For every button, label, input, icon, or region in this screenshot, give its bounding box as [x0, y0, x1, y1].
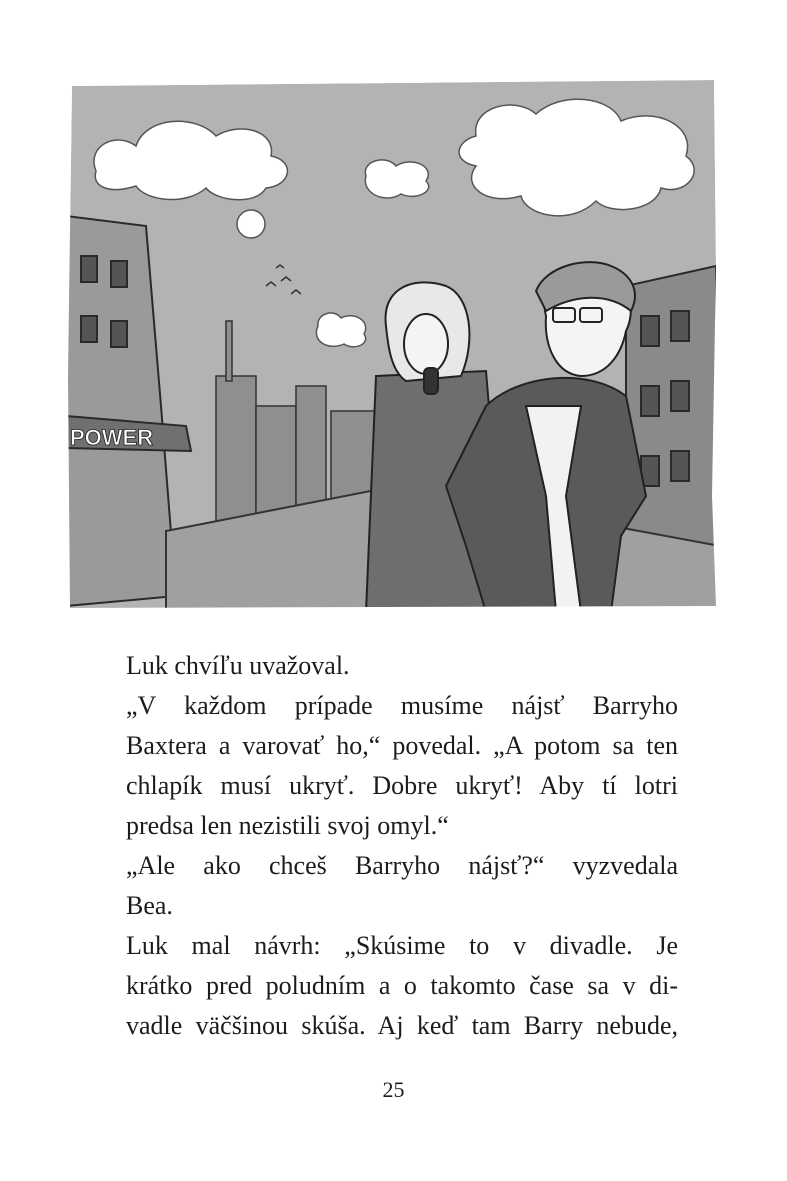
paragraph-3: [100, 846, 678, 926]
rooftop-illustration: [66, 76, 720, 612]
text-line: predsa len nezistili svoj omyl.“: [126, 811, 449, 840]
text-line: Bea.: [126, 891, 173, 920]
body-text: [100, 646, 678, 1046]
page-number: 25: [382, 1077, 405, 1102]
text-line: chlapík musí ukryť. Dobre ukryť! Aby tí lotri: [126, 771, 678, 800]
power-sign-text: POWER: [70, 425, 154, 450]
text-line: Luk mal návrh: „Skúsime to v divadle. Je: [126, 931, 678, 960]
text-line: vadle väčšinou skúša. Aj keď tam Barry nebude,: [126, 1011, 678, 1040]
text-line: „V každom prípade musíme nájsť Barryho: [126, 691, 678, 720]
bg-building-1: [216, 376, 256, 536]
cloud-small: [316, 313, 365, 347]
sun: [237, 210, 265, 238]
paragraph-4: [100, 926, 678, 1046]
text-line: Baxtera a varovať ho,“ povedal. „A potom sa ten: [126, 731, 678, 760]
text-line: Luk chvíľu uvažoval.: [126, 651, 350, 680]
illustration-drawing: [66, 76, 720, 612]
paragraph-1: [100, 646, 678, 686]
text-line: krátko pred poludním a o takomto čase sa v di-: [126, 971, 678, 1000]
text-line: „Ale ako chceš Barryho nájsť?“ vyzvedala: [126, 851, 678, 880]
cloud-middle: [365, 160, 428, 198]
paragraph-2: [100, 686, 678, 846]
